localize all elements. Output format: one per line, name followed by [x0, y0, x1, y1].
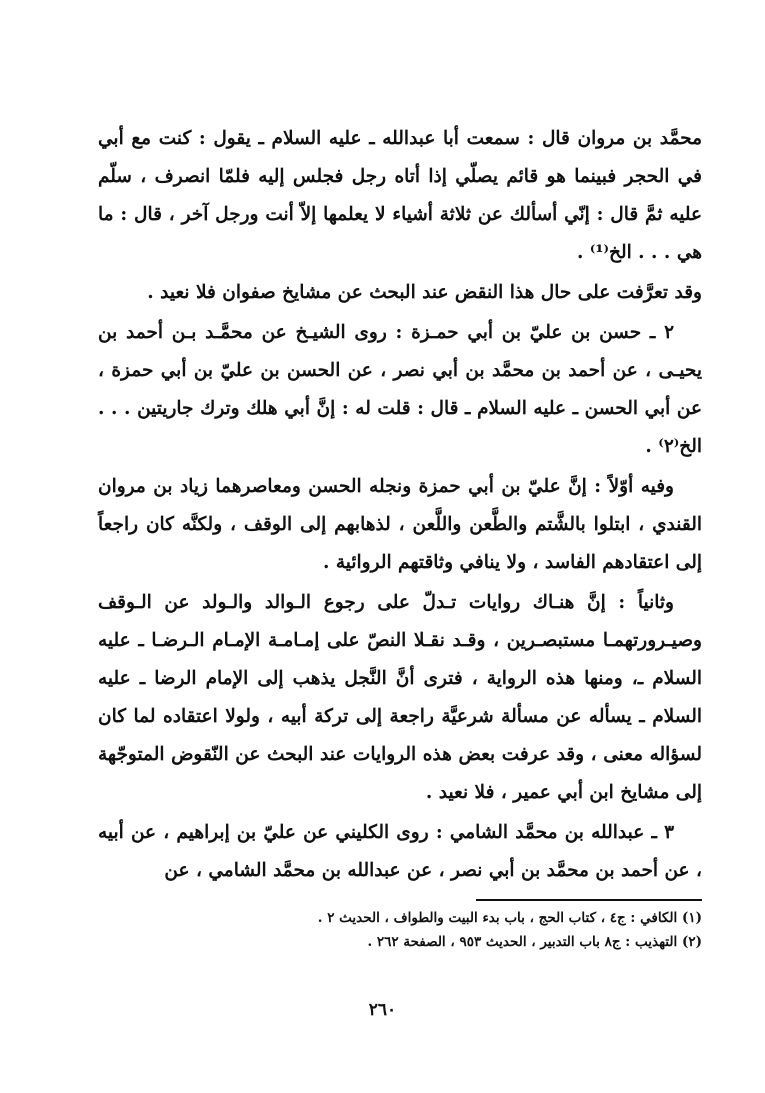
main-text: [98, 120, 702, 890]
footnote-2: (٢) التهذيب : ج٨ باب التدبير ، الحديث ٩٥٣ ، الصفحة ٢٦٢ .: [367, 934, 702, 950]
footnotes: [98, 906, 702, 954]
paragraph-3: ٢ ـ حسن بن عليّ بن أبي حمـزة : روى الشيـخ عن محمَّـد بـن أحمد بن يحيـى ، عن أحمد بن محمَّد بن أبي نصر ، عن الحسن بن عليّ بن أبي حمزة ، عن أبي الحسن ـ عليه السلام ـ قال : قلت له : إنَّ أبي هلك وترك جاريتين . . . الخ⁽٢⁾ .: [98, 322, 702, 457]
paragraph-2: وقد تعرَّفت على حال هذا النقض عند البحث عن مشايخ صفوان فلا نعيد .: [147, 282, 702, 303]
paragraph-6: ٣ ـ عبدالله بن محمَّد الشامي : روى الكليني عن عليّ بن إبراهيم ، عن أبيه ، عن أحمد بن محمَّد بن أبي نصر ، عن عبدالله بن محمَّد الشامي ، عن: [98, 822, 702, 881]
paragraph-4: وفيه أوّلاً : إنَّ عليّ بن أبي حمزة ونجله الحسن ومعاصرهما زياد بن مروان القندي ، ابتلوا بالشَّتم والطَّعن واللَّعن ، لذهابهم إلى الوقف ، ولكنَّه كان راجعاً إلى اعتقادهم الفاسد ، ولا ينافي وثاقتهم الروائية .: [98, 476, 702, 573]
paragraph-5: وثانياً : إنَّ هنـاك روايات تـدلّ على رجوع الـوالد والـولد عن الـوقف وصيـرورتهمـا مستبصـرين ، وقـد نقـلا النصّ على إمـامـة الإمـام الـرضـا ـ عليه السلام ـ، ومنها هذه الرواية ، فترى أنَّ النَّجل يذهب إلى الإمام الرضا ـ عليه السلام ـ يسأله عن مسألة شرعيَّة راجعة إلى تركة أبيه ، ولولا اعتقاده لما كان لسؤاله معنى ، وقد عرفت بعض هذه الروايات عند البحث عن النّقوض المتوجّهة إلى مشايخ ابن أبي عمير ، فلا نعيد .: [98, 592, 702, 803]
page-number: ٢٦٠: [368, 1000, 397, 1020]
paragraph-1: محمَّد بن مروان قال : سمعت أبا عبدالله ـ عليه السلام ـ يقول : كنت مع أبي في الحجر فبينما هو قائم يصلّي إذا أتاه رجل فجلس إليه فلمّا انصرف ، سلّم عليه ثمَّ قال : إنّي أسألك عن ثلاثة أشياء لا يعلمها إلاّ أنت ورجل آخر ، قال : ما هي . . . الخ⁽¹⁾ .: [98, 128, 702, 263]
footnote-1: (١) الكافي : ج٤ ، كتاب الحج ، باب بدء البيت والطواف ، الحديث ٢ .: [317, 910, 702, 926]
footnote-divider: [476, 899, 702, 901]
